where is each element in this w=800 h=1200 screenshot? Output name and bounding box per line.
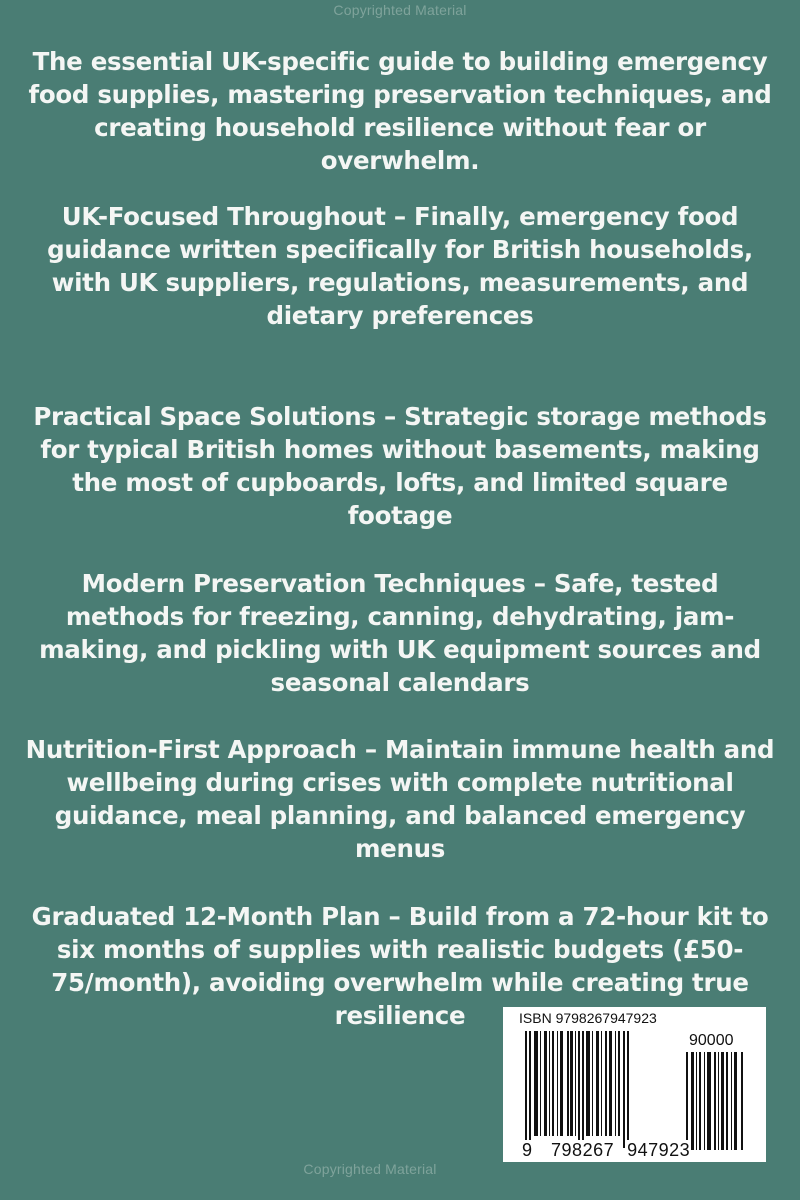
- feature-space-solutions: [20, 400, 780, 532]
- paragraph-text: Nutrition-First Approach – Maintain immune health and wellbeing during crises with complete nutritional guidance, meal planning, and balanced emergency menus: [25, 735, 775, 863]
- barcode-addon-bars: [686, 1052, 764, 1150]
- isbn-label: ISBN 9798267947923: [519, 1010, 657, 1026]
- barcode-addon-number: 90000: [689, 1032, 734, 1049]
- feature-uk-focused: [20, 200, 780, 332]
- feature-preservation: [20, 567, 780, 699]
- paragraph-text: Modern Preservation Techniques – Safe, tested methods for freezing, canning, dehydrating, jam-making, and pickling with UK equipment sources and seasonal calendars: [39, 569, 761, 697]
- barcode-main-bars: [525, 1031, 675, 1148]
- paragraph-text: Practical Space Solutions – Strategic storage methods for typical British homes without basements, making the most of cupboards, lofts, and limited square footage: [33, 402, 767, 530]
- tagline-paragraph: [20, 45, 780, 177]
- feature-nutrition: [20, 733, 780, 865]
- copyright-watermark-bottom: Copyrighted Material: [303, 1161, 437, 1177]
- copyright-watermark-top: Copyrighted Material: [333, 2, 467, 18]
- barcode-digit-group-1: 798267: [551, 1140, 615, 1160]
- paragraph-text: UK-Focused Throughout – Finally, emergency food guidance written specifically for British households, with UK suppliers, regulations, measurements, and dietary preferences: [47, 202, 753, 330]
- paragraph-text: The essential UK-specific guide to building emergency food supplies, mastering preservation techniques, and creating household resilience without fear or overwhelm.: [28, 47, 772, 175]
- isbn-barcode: [503, 1007, 766, 1162]
- barcode-digits: [521, 1140, 691, 1161]
- paragraph-text: Graduated 12-Month Plan – Build from a 72-hour kit to six months of supplies with realistic budgets (£50-75/month), avoiding overwhelm while creating true resilience: [31, 902, 769, 1030]
- barcode-digit-first: 9: [522, 1140, 533, 1160]
- barcode-digit-group-2: 947923: [627, 1140, 691, 1160]
